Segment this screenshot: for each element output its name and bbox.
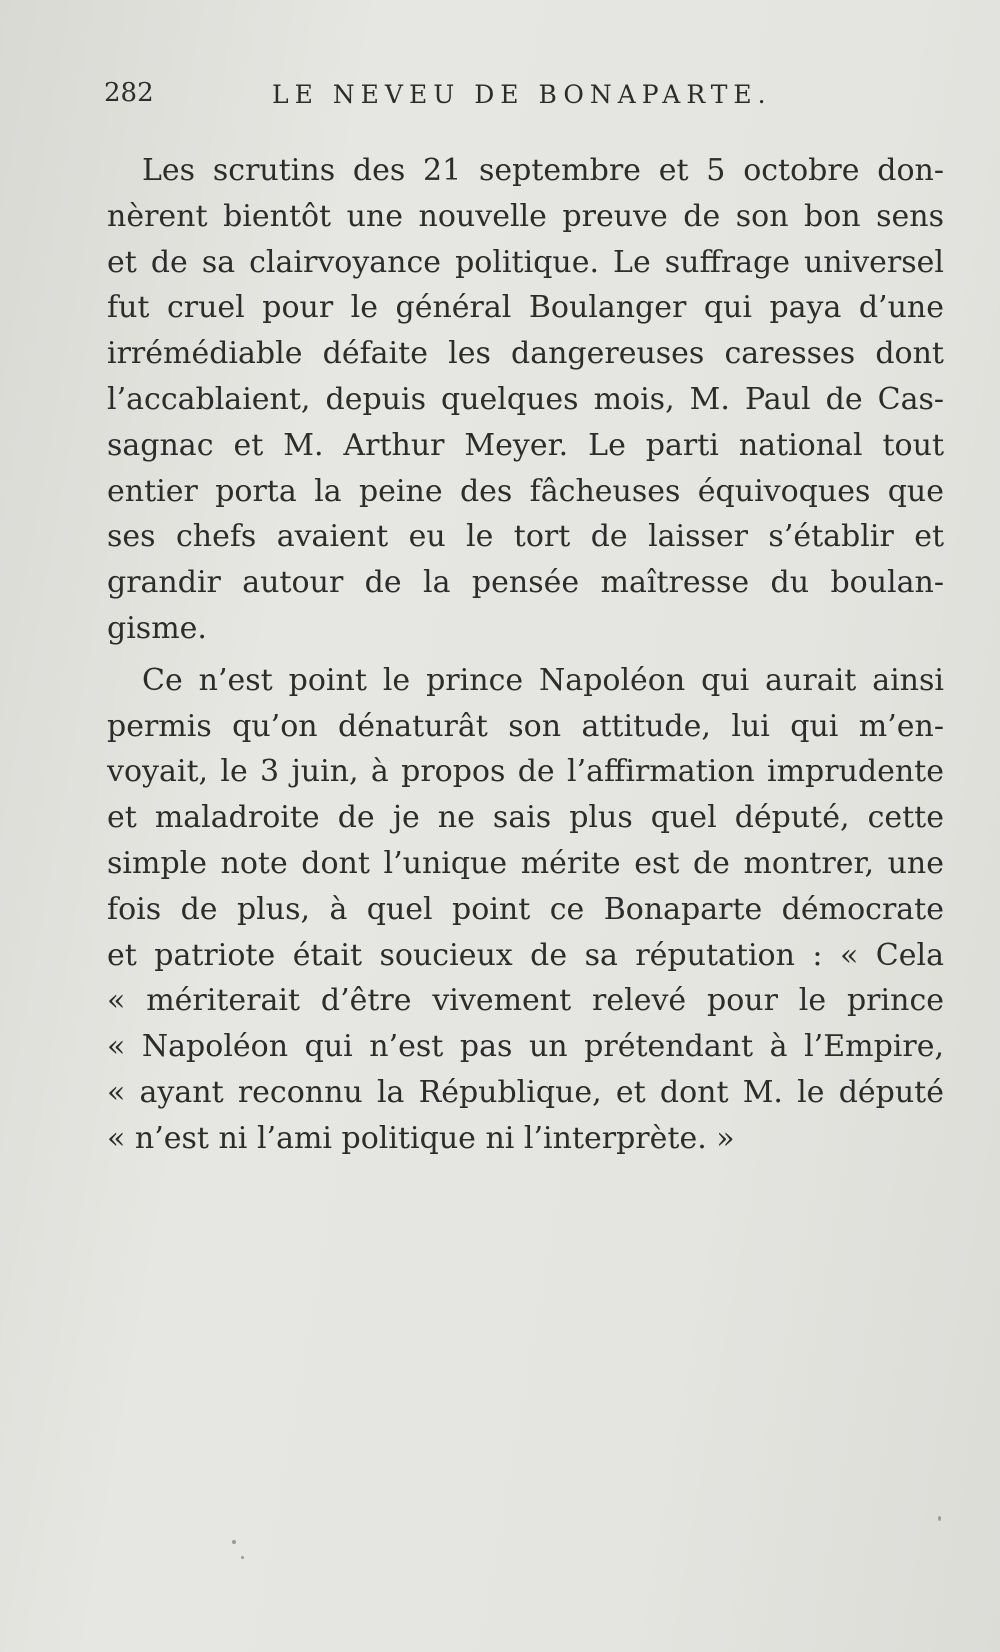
text-line: et de sa clairvoyance politique. Le suffrage universel [107,244,944,280]
paper-speck [241,1556,244,1559]
text-line: « n’est ni l’ami politique ni l’interprète. » [107,1120,735,1156]
text-line: Les scrutins des 21 septembre et 5 octobre don- [142,153,944,188]
text-line: ses chefs avaient eu le tort de laisser s’établir et [107,519,944,555]
running-head [104,78,944,122]
page-number: 282 [104,78,154,108]
text-line: fois de plus, à quel point ce Bonaparte démocrate [107,891,944,927]
paper-speck [232,1540,236,1544]
text-line: permis qu’on dénaturât son attitude, lui qui m’en- [107,708,944,744]
body-text [107,148,944,1162]
text-line: irrémédiable défaite les dangereuses caresses dont [107,336,944,372]
text-line: simple note dont l’unique mérite est de montrer, une [107,845,944,881]
paper-speck [938,1516,941,1521]
text-line: fut cruel pour le général Boulanger qui paya d’une [107,290,944,326]
text-line: gisme. [107,610,207,646]
text-line: et maladroite de je ne sais plus quel député, cette [107,800,944,836]
text-line: « ayant reconnu la République, et dont M. le député [107,1074,944,1110]
text-line: nèrent bientôt une nouvelle preuve de son bon sens [107,198,944,234]
text-line: « mériterait d’être vivement relevé pour le prince [107,983,944,1019]
paragraph-1 [107,148,944,652]
text-line: grandir autour de la pensée maîtresse du boulan- [107,565,944,601]
text-line: Ce n’est point le prince Napoléon qui aurait ainsi [142,662,944,698]
text-line: voyait, le 3 juin, à propos de l’affirmation imprudente [107,754,944,790]
running-title: LE NEVEU DE BONAPARTE. [272,80,772,109]
text-line: l’accablaient, depuis quelques mois, M. Paul de Cas- [107,381,944,417]
text-line: sagnac et M. Arthur Meyer. Le parti national tout [107,427,944,463]
text-line: « Napoléon qui n’est pas un prétendant à l’Empire, [107,1029,944,1065]
text-line: entier porta la peine des fâcheuses équivoques que [107,473,944,509]
paragraph-2 [107,658,944,1162]
text-line: et patriote était soucieux de sa réputation : « Cela [107,937,944,973]
